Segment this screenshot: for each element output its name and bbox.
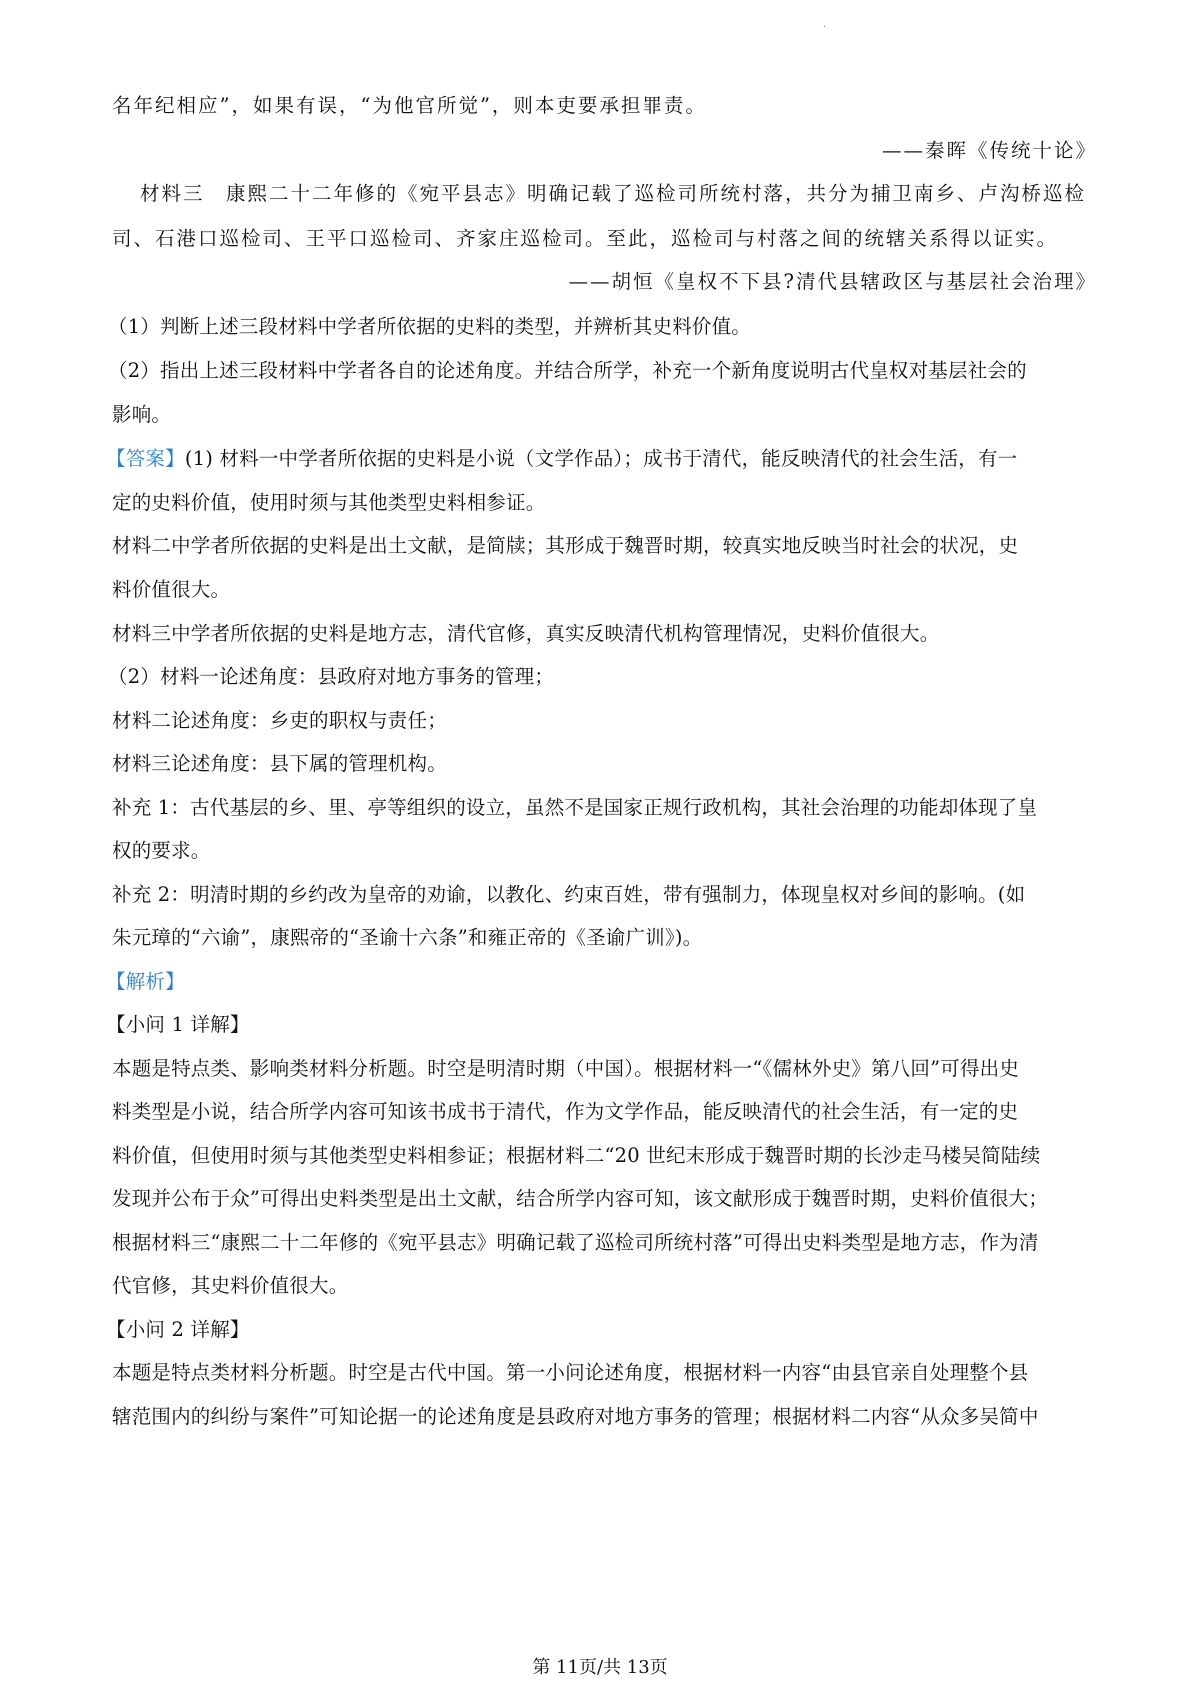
material2-source: ——秦晖《传统十论》 xyxy=(881,139,1097,162)
sub1-line1: 本题是特点类、影响类材料分析题。时空是明清时期（中国）。根据材料一“《儒林外史》第八回”可得出史 xyxy=(112,1057,1020,1080)
material3-source: ——胡恒《皇权不下县?清代县辖政区与基层社会治理》 xyxy=(568,270,1097,293)
page-footer: 第 11页/共 13页 xyxy=(532,1657,668,1678)
material2-tail: 名年纪相应”，如果有误，“为他官所觉”，则本吏要承担罪责。 xyxy=(112,94,707,117)
material3-line1: 材料三 康熙二十二年修的《宛平县志》明确记载了巡检司所统村落，共分为捕卫南乡、卢沟桥巡检 xyxy=(140,182,1087,205)
sub1-line4: 发现并公布于众”可得出史料类型是出土文献，结合所学内容可知，该文献形成于魏晋时期，史料价值很大； xyxy=(112,1187,1049,1210)
answer-line8: 材料三论述角度：县下属的管理机构。 xyxy=(112,752,447,775)
answer-tag: 【答案】 xyxy=(106,447,185,470)
question-2-line2: 影响。 xyxy=(112,403,172,426)
sub2-line2: 辖范围内的纠纷与案件”可知论据一的论述角度是县政府对地方事务的管理；根据材料二内容“从众多吴简中 xyxy=(112,1405,1039,1428)
sub1-line5: 根据材料三“康熙二十二年修的《宛平县志》明确记载了巡检司所统村落”可得出史料类型是地方志，作为清 xyxy=(112,1231,1039,1254)
answer-line5: 材料三中学者所依据的史料是地方志，清代官修，真实反映清代机构管理情况，史料价值很大。 xyxy=(112,622,940,645)
analysis-tag: 【解析】 xyxy=(106,970,185,993)
sub2-heading: 【小问 2 详解】 xyxy=(106,1318,250,1341)
answer-line6: （2）材料一论述角度：县政府对地方事务的管理； xyxy=(108,665,555,688)
answer-line9: 补充 1：古代基层的乡、里、亭等组织的设立，虽然不是国家正规行政机构，其社会治理的功能却体现了皇 xyxy=(112,796,1038,819)
sub1-line2: 料类型是小说，结合所学内容可知该书成书于清代，作为文学作品，能反映清代的社会生活，有一定的史 xyxy=(112,1100,1019,1123)
answer-line1 xyxy=(106,445,1091,473)
question-2-line1: （2）指出上述三段材料中学者各自的论述角度。并结合所学，补充一个新角度说明古代皇权对基层社会的 xyxy=(108,359,1027,382)
top-mark: · xyxy=(823,22,827,33)
sub1-heading: 【小问 1 详解】 xyxy=(106,1013,250,1036)
answer-line12: 朱元璋的“六谕”，康熙帝的“圣谕十六条”和雍正帝的《圣谕广训》)。 xyxy=(112,926,703,949)
sub1-line6: 代官修，其史料价值很大。 xyxy=(112,1274,349,1297)
answer-line7: 材料二论述角度：乡吏的职权与责任； xyxy=(112,709,447,732)
question-1: （1）判断上述三段材料中学者所依据的史料的类型，并辨析其史料价值。 xyxy=(108,315,752,338)
answer-text-1: (1) 材料一中学者所依据的史料是小说（文学作品）；成书于清代，能反映清代的社会生活，有一 xyxy=(184,447,1018,470)
sub1-line3: 料价值，但使用时须与其他类型史料相参证；根据材料二“20 世纪末形成于魏晋时期的长沙走马楼吴简陆续 xyxy=(112,1144,1041,1167)
material3-line2: 司、石港口巡检司、王平口巡检司、齐家庄巡检司。至此，巡检司与村落之间的统辖关系得以证实。 xyxy=(112,227,1059,250)
answer-line10: 权的要求。 xyxy=(112,839,211,862)
answer-line3: 材料二中学者所依据的史料是出土文献，是简牍；其形成于魏晋时期，较真实地反映当时社会的状况，史 xyxy=(112,534,1019,557)
answer-line11: 补充 2：明清时期的乡约改为皇帝的劝谕，以教化、约束百姓，带有强制力，体现皇权对乡间的影响。(如 xyxy=(112,883,1026,906)
answer-line2: 定的史料价值，使用时须与其他类型史料相参证。 xyxy=(112,491,546,514)
sub2-line1: 本题是特点类材料分析题。时空是古代中国。第一小问论述角度，根据材料一内容“由县官亲自处理整个县 xyxy=(112,1361,1029,1384)
answer-line4: 料价值很大。 xyxy=(112,578,231,601)
